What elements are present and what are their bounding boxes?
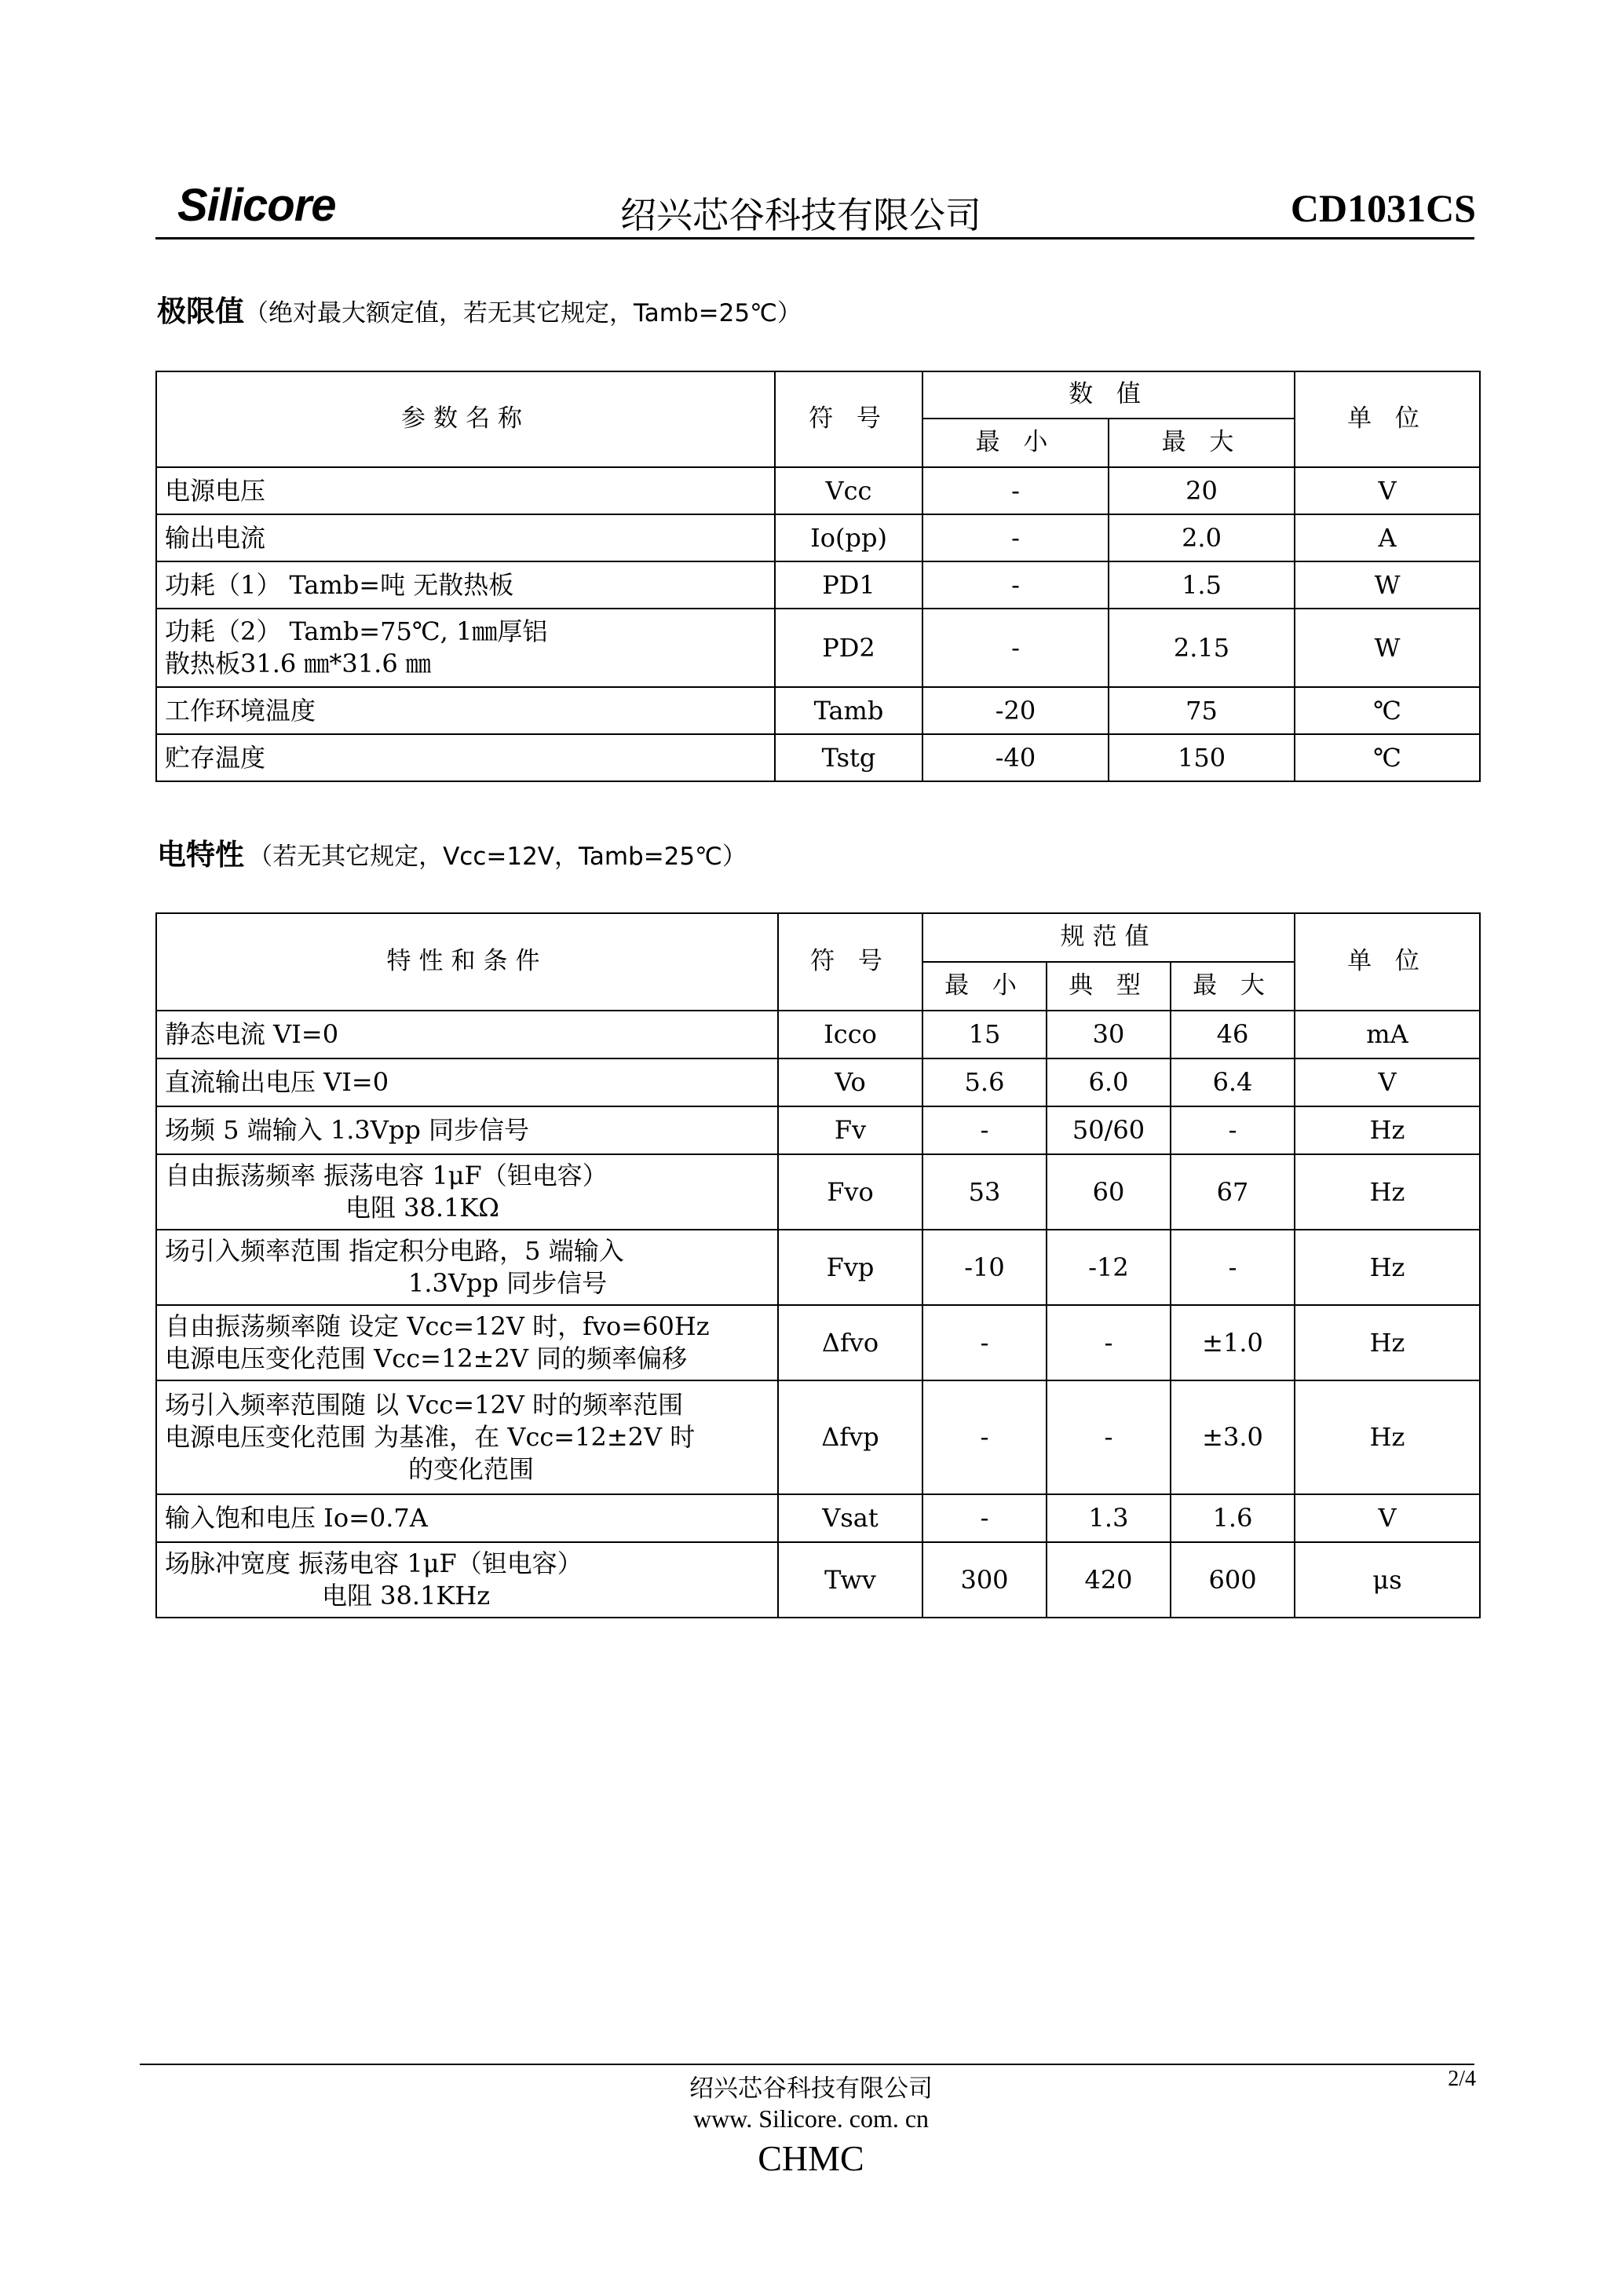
typ-cell: 50/60: [1047, 1106, 1171, 1154]
max-cell: 1.5: [1109, 561, 1295, 609]
footer-company: 绍兴芯谷科技有限公司: [689, 2075, 933, 2103]
param-cell: [156, 1542, 778, 1618]
param-line: 自由振荡频率 振荡电容 1μF（钽电容）: [165, 1161, 608, 1191]
symbol-cell: Tstg: [775, 734, 922, 781]
param-cell: 直流输出电压 VI=0: [156, 1058, 778, 1106]
min-cell: 5.6: [922, 1058, 1047, 1106]
typ-cell: 30: [1047, 1011, 1171, 1058]
param-line: 功耗（2） Tamb=75℃, 1㎜厚铝: [165, 616, 548, 647]
electrical-title: 电特性: [157, 838, 244, 872]
symbol-cell: Vsat: [778, 1494, 922, 1542]
param-cell: 工作环境温度: [156, 687, 775, 734]
param-cell: [156, 1380, 778, 1494]
max-cell: ±3.0: [1171, 1380, 1295, 1494]
min-cell: -: [922, 609, 1109, 687]
max-cell: 46: [1171, 1011, 1295, 1058]
min-cell: 300: [922, 1542, 1047, 1618]
table-row: [156, 1154, 1480, 1230]
max-cell: 2.15: [1109, 609, 1295, 687]
param-line: 场引入频率范围随 以 Vcc=12V 时的频率范围: [165, 1390, 684, 1420]
max-cell: 1.6: [1171, 1494, 1295, 1542]
electrical-header-value: 规范值: [922, 913, 1295, 962]
unit-cell: Hz: [1295, 1230, 1480, 1305]
typ-cell: -: [1047, 1305, 1171, 1380]
param-line: 散热板31.6 ㎜*31.6 ㎜: [165, 649, 431, 678]
electrical-header-max: 最 大: [1171, 962, 1295, 1011]
table-row: [156, 1058, 1480, 1106]
electrical-condition: （若无其它规定，Vcc=12V，Tamb=25℃）: [248, 843, 747, 871]
unit-cell: mA: [1295, 1011, 1480, 1058]
unit-cell: Hz: [1295, 1380, 1480, 1494]
max-cell: 20: [1109, 467, 1295, 514]
unit-cell: A: [1295, 514, 1480, 561]
param-cell: 电源电压: [156, 467, 775, 514]
electrical-header-typ: 典 型: [1047, 962, 1171, 1011]
limits-header-min: 最 小: [922, 419, 1109, 467]
min-cell: -: [922, 514, 1109, 561]
unit-cell: W: [1295, 561, 1480, 609]
param-cell: [156, 609, 775, 687]
model-number: CD1031CS: [1290, 186, 1476, 230]
limits-table: [155, 371, 1481, 782]
min-cell: -: [922, 1305, 1047, 1380]
max-cell: 150: [1109, 734, 1295, 781]
table-row: [156, 1305, 1480, 1380]
param-line: 场引入频率范围 指定积分电路，5 端输入: [165, 1236, 624, 1267]
table-row: [156, 1106, 1480, 1154]
min-cell: -20: [922, 687, 1109, 734]
typ-cell: 60: [1047, 1154, 1171, 1230]
symbol-cell: PD1: [775, 561, 922, 609]
param-cell: 场频 5 端输入 1.3Vpp 同步信号: [156, 1106, 778, 1154]
table-row: [156, 734, 1480, 781]
max-cell: 6.4: [1171, 1058, 1295, 1106]
param-line: 电源电压变化范围 为基准，在 Vcc=12±2V 时: [165, 1422, 696, 1453]
limits-header-unit: 单 位: [1295, 371, 1480, 467]
page-number: 2/4: [1448, 2067, 1476, 2091]
param-line: 1.3Vpp 同步信号: [408, 1268, 608, 1298]
max-cell: -: [1171, 1230, 1295, 1305]
param-line: 自由振荡频率随 设定 Vcc=12V 时，fvo=60Hz: [165, 1311, 710, 1342]
unit-cell: V: [1295, 467, 1480, 514]
min-cell: -: [922, 467, 1109, 514]
header-divider: [155, 237, 1474, 239]
symbol-cell: Vcc: [775, 467, 922, 514]
electrical-header-min: 最 小: [922, 962, 1047, 1011]
unit-cell: V: [1295, 1058, 1480, 1106]
electrical-heading: [157, 831, 747, 873]
min-cell: -: [922, 1494, 1047, 1542]
footer-divider: [140, 2064, 1474, 2065]
unit-cell: Hz: [1295, 1305, 1480, 1380]
limits-header-symbol: 符 号: [775, 371, 922, 467]
unit-cell: ℃: [1295, 734, 1480, 781]
electrical-header-unit: 单 位: [1295, 913, 1480, 1011]
min-cell: 15: [922, 1011, 1047, 1058]
brand-logo: Silicore: [177, 180, 336, 231]
table-row: [156, 1011, 1480, 1058]
unit-cell: μs: [1295, 1542, 1480, 1618]
table-row: [156, 514, 1480, 561]
param-cell: [156, 1305, 778, 1380]
limits-header-param: 参数名称: [156, 371, 775, 467]
min-cell: -10: [922, 1230, 1047, 1305]
param-line: 电阻 38.1KΩ: [345, 1193, 499, 1223]
min-cell: 53: [922, 1154, 1047, 1230]
electrical-header-param: 特性和条件: [156, 913, 778, 1011]
min-cell: -40: [922, 734, 1109, 781]
param-line: 电阻 38.1KHz: [322, 1581, 491, 1610]
symbol-cell: Δfvp: [778, 1380, 922, 1494]
table-row: [156, 561, 1480, 609]
max-cell: 75: [1109, 687, 1295, 734]
min-cell: -: [922, 1380, 1047, 1494]
unit-cell: Hz: [1295, 1106, 1480, 1154]
footer-website: www. Silicore. com. cn: [692, 2104, 930, 2133]
limits-condition: （绝对最大额定值，若无其它规定，Tamb=25℃）: [244, 299, 802, 327]
min-cell: -: [922, 561, 1109, 609]
symbol-cell: Fvo: [778, 1154, 922, 1230]
table-row: [156, 467, 1480, 514]
table-row: [156, 1230, 1480, 1305]
max-cell: ±1.0: [1171, 1305, 1295, 1380]
unit-cell: W: [1295, 609, 1480, 687]
param-cell: [156, 1230, 778, 1305]
unit-cell: ℃: [1295, 687, 1480, 734]
footer-brand: CHMC: [758, 2138, 864, 2178]
param-line: 电源电压变化范围 Vcc=12±2V 同的频率偏移: [165, 1344, 688, 1373]
table-row: [156, 1494, 1480, 1542]
max-cell: 2.0: [1109, 514, 1295, 561]
table-row: [156, 687, 1480, 734]
limits-header-value: 数 值: [922, 371, 1295, 419]
symbol-cell: Δfvo: [778, 1305, 922, 1380]
electrical-header-symbol: 符 号: [778, 913, 922, 1011]
typ-cell: -12: [1047, 1230, 1171, 1305]
param-cell: 输出电流: [156, 514, 775, 561]
typ-cell: -: [1047, 1380, 1171, 1494]
symbol-cell: Twv: [778, 1542, 922, 1618]
param-cell: 静态电流 VI=0: [156, 1011, 778, 1058]
symbol-cell: Io(pp): [775, 514, 922, 561]
max-cell: -: [1171, 1106, 1295, 1154]
max-cell: 600: [1171, 1542, 1295, 1618]
typ-cell: 420: [1047, 1542, 1171, 1618]
limits-header-max: 最 大: [1109, 419, 1295, 467]
table-row: [156, 1542, 1480, 1618]
typ-cell: 6.0: [1047, 1058, 1171, 1106]
param-line: 的变化范围: [408, 1453, 535, 1484]
symbol-cell: Icco: [778, 1011, 922, 1058]
param-cell: 输入饱和电压 Io=0.7A: [156, 1494, 778, 1542]
electrical-table: [155, 912, 1481, 1618]
max-cell: 67: [1171, 1154, 1295, 1230]
symbol-cell: Tamb: [775, 687, 922, 734]
symbol-cell: Vo: [778, 1058, 922, 1106]
unit-cell: Hz: [1295, 1154, 1480, 1230]
param-cell: 功耗（1） Tamb=吨 无散热板: [156, 561, 775, 609]
param-line: 场脉冲宽度 振荡电容 1μF（钽电容）: [165, 1548, 583, 1579]
param-cell: [156, 1154, 778, 1230]
symbol-cell: PD2: [775, 609, 922, 687]
symbol-cell: Fv: [778, 1106, 922, 1154]
typ-cell: 1.3: [1047, 1494, 1171, 1542]
limits-title: 极限值: [157, 294, 244, 328]
limits-heading: [157, 287, 802, 330]
table-row: [156, 609, 1480, 687]
min-cell: -: [922, 1106, 1047, 1154]
param-cell: 贮存温度: [156, 734, 775, 781]
table-row: [156, 1380, 1480, 1494]
unit-cell: V: [1295, 1494, 1480, 1542]
company-name: 绍兴芯谷科技有限公司: [620, 194, 981, 236]
symbol-cell: Fvp: [778, 1230, 922, 1305]
